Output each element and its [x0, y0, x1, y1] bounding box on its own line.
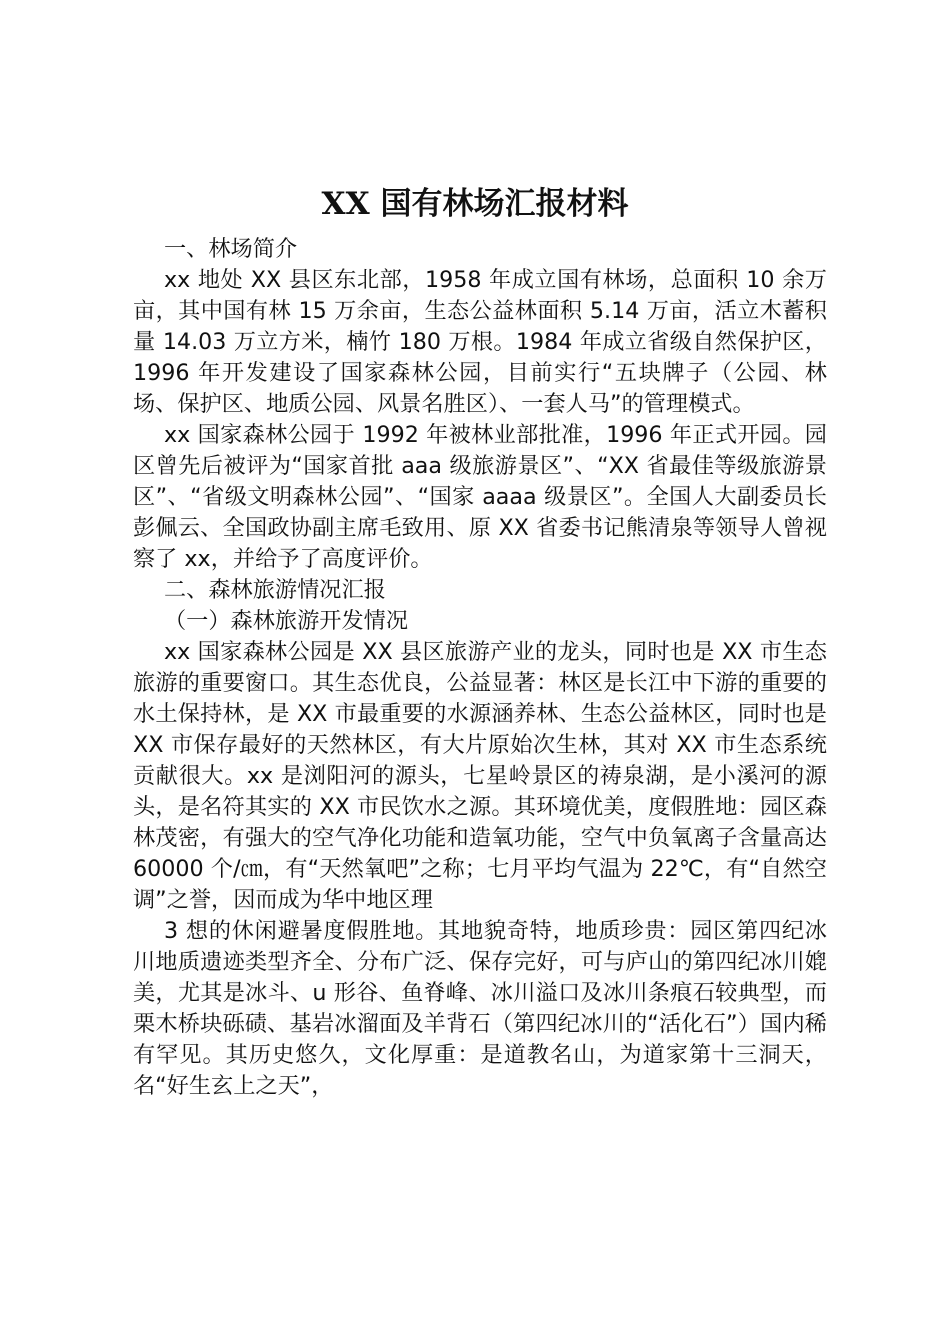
- section-heading-tourism: 二、森林旅游情况汇报: [164, 577, 386, 603]
- document-title: XX 国有林场汇报材料: [321, 186, 629, 222]
- paragraph-park-history: xx 国家森林公园于 1992 年被林业部批准，1996 年正式开园。园区曾先后被评为“国家首批 aaa 级旅游景区”、“XX 省最佳等级旅游景区”、“省级文明森林公园”、“国家 aaaa 级景区”。全国人大副委员长彭佩云、全国政协副主席毛致用、原 XX 省委书记熊清泉等领导人曾视察了 xx，并给予了高度评价。: [133, 422, 827, 572]
- section-heading-intro: 一、林场简介: [164, 236, 298, 262]
- paragraph-ecology: xx 国家森林公园是 XX 县区旅游产业的龙头，同时也是 XX 市生态旅游的重要窗口。其生态优良，公益显著：林区是长江中下游的重要的水土保持林，是 XX 市最重要的水源涵养林、生态公益林区，同时也是 XX 市保存最好的天然林区，有大片原始次生林，其对 XX 市生态系统贡献很大。xx 是浏阳河的源头，七星岭景区的祷泉湖，是小溪河的源头，是名符其实的 XX 市民饮水之源。其环境优美，度假胜地：园区森林茂密，有强大的空气净化功能和造氧功能，空气中负氧离子含量高达 60000 个/㎝，有“天然氧吧”之称；七月平均气温为 22℃，有“自然空调”之誉，因而成为华中地区理: [133, 639, 827, 913]
- paragraph-forest-overview: xx 地处 XX 县区东北部，1958 年成立国有林场，总面积 10 余万亩，其中国有林 15 万余亩，生态公益林面积 5.14 万亩，活立木蓄积量 14.03 万立方米，楠竹 180 万根。1984 年成立省级自然保护区，1996 年开发建设了国家森林公园，目前实行“五块牌子（公园、林场、保护区、地质公园、风景名胜区）、一套人马”的管理模式。: [133, 267, 827, 417]
- document-body: [133, 234, 827, 1102]
- subsection-heading-development: （一）森林旅游开发情况: [164, 608, 409, 634]
- paragraph-geology-culture: 3 想的休闲避暑度假胜地。其地貌奇特，地质珍贵：园区第四纪冰川地质遗迹类型齐全、分布广泛、保存完好，可与庐山的第四纪冰川媲美，尤其是冰斗、u 形谷、鱼脊峰、冰川溢口及冰川条痕石较典型，而栗木桥块砾碛、基岩冰溜面及羊背石（第四纪冰川的“活化石”）国内稀有罕见。其历史悠久，文化厚重：是道教名山，为道家第十三洞天，名“好生玄上之天”，: [133, 918, 827, 1099]
